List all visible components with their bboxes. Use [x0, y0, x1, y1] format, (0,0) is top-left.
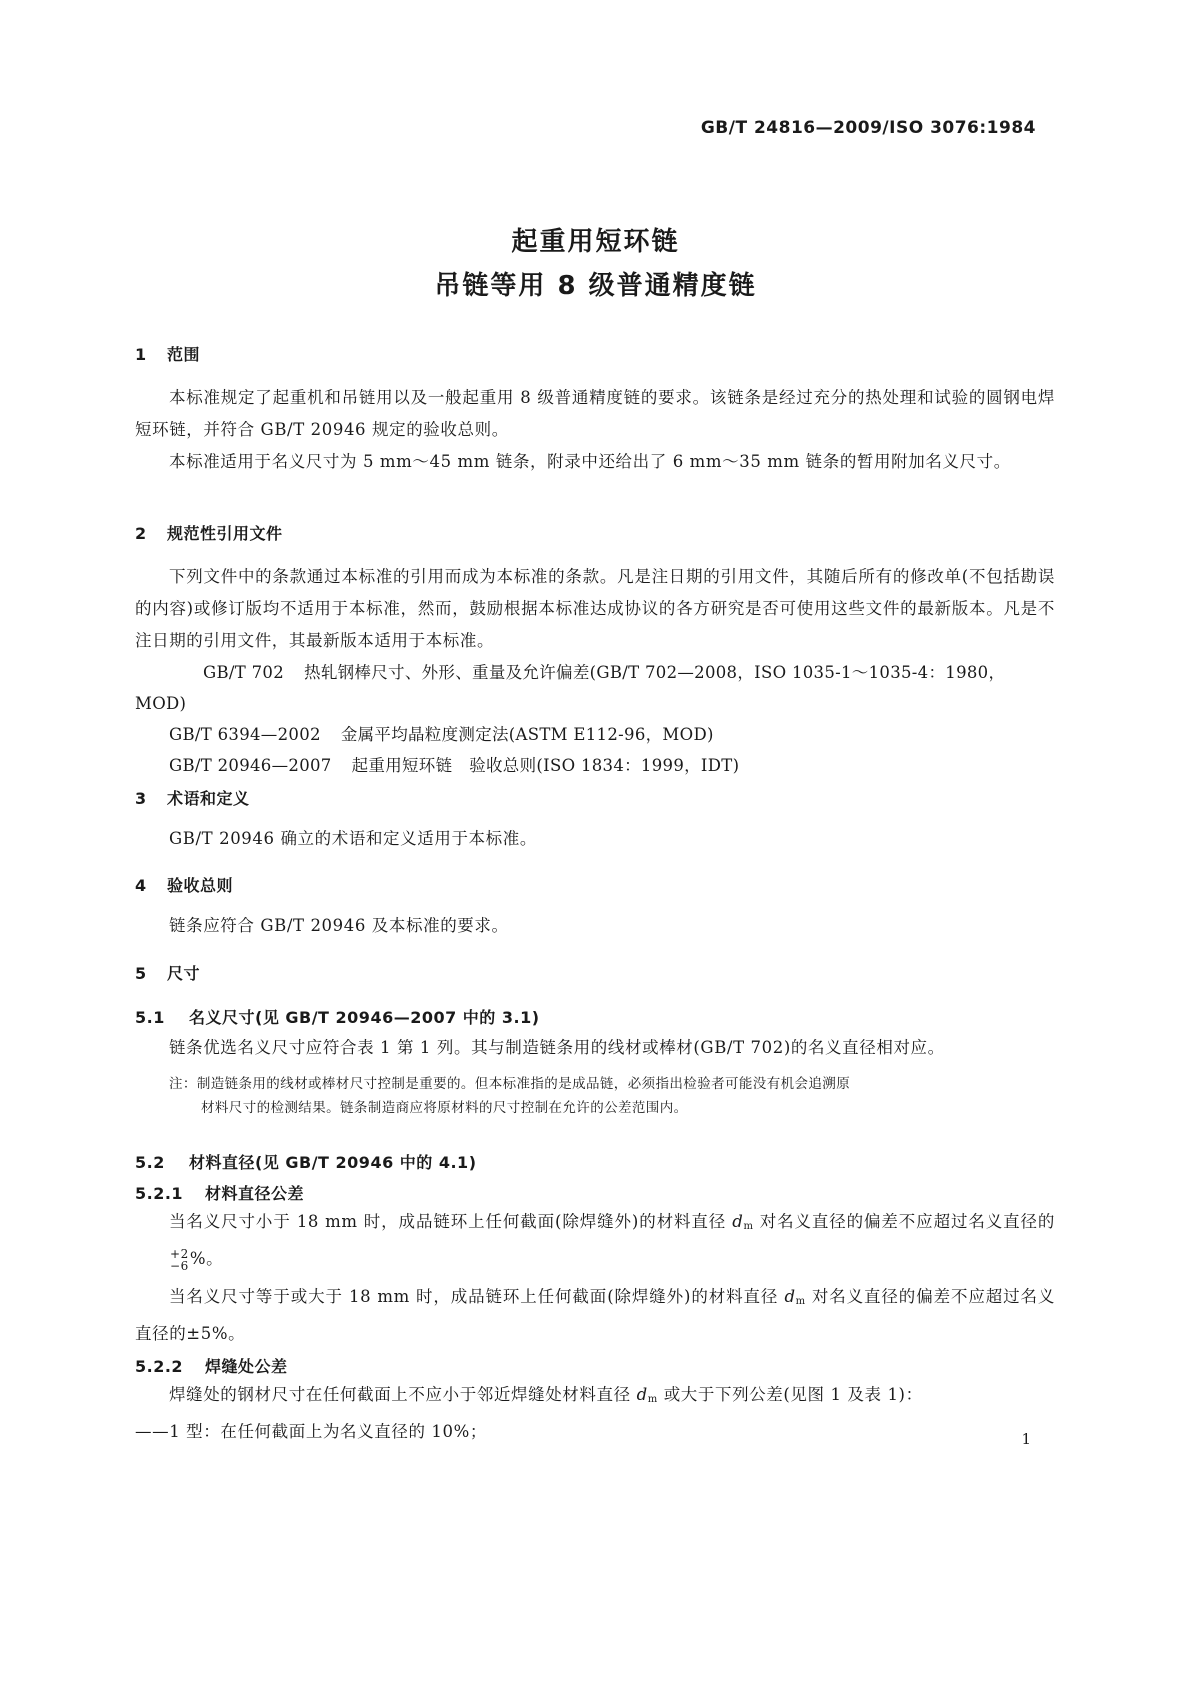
reference-title: 热轧钢棒尺寸、外形、重量及允许偏差(GB/T 702—2008，ISO 1035-1～1035-4：1980，MOD)	[135, 663, 1006, 713]
section-3	[135, 786, 1055, 809]
variable-subscript: m	[647, 1394, 658, 1405]
section-title: 范围	[167, 345, 201, 364]
note-label: 注：	[169, 1076, 197, 1092]
section-2-heading	[135, 521, 1055, 544]
section-number: 5.2.1	[135, 1184, 184, 1203]
section-3-heading	[135, 786, 1055, 809]
section-number: 5.1	[135, 1008, 165, 1027]
section-4-heading	[135, 873, 1055, 896]
section-5-2-1-heading	[135, 1181, 1055, 1204]
section-title: 规范性引用文件	[167, 524, 283, 543]
variable-d: d	[784, 1287, 796, 1306]
reference-item	[135, 750, 1055, 781]
section-1-body	[135, 382, 1055, 478]
text-run: 或大于下列公差(见图 1 及表 1)：	[663, 1385, 923, 1404]
section-5-2-heading	[135, 1150, 1055, 1173]
reference-code: GB/T 20946—2007	[169, 756, 332, 775]
section-title: 材料直径(见 GB/T 20946 中的 4.1)	[189, 1153, 477, 1172]
variable-subscript: m	[743, 1221, 754, 1232]
text-run: 对名义直径的偏差不应超过名义直径的	[759, 1212, 1055, 1231]
section-number: 4	[135, 876, 147, 895]
reference-code: GB/T 6394—2002	[169, 725, 321, 744]
section-number: 5.2	[135, 1153, 165, 1172]
note-text: 制造链条用的线材或棒材尺寸控制是重要的。但本标准指的是成品链，必须指出检验者可能没有机会追溯原	[196, 1076, 851, 1092]
standard-number: GB/T 24816—2009/ISO 3076:1984	[700, 118, 1036, 138]
note-text: 材料尺寸的检测结果。链条制造商应将原材料的尺寸控制在允许的公差范围内。	[201, 1100, 688, 1116]
section-title: 验收总则	[167, 876, 234, 895]
paragraph	[135, 1379, 1055, 1416]
variable-subscript: m	[795, 1296, 806, 1307]
text-run: 当名义尺寸等于或大于 18 mm 时，成品链环上任何截面(除焊缝外)的材料直径	[169, 1287, 779, 1306]
text-run: %。	[189, 1249, 224, 1268]
paragraph: 链条优选名义尺寸应符合表 1 第 1 列。其与制造链条用的线材或棒材(GB/T 702)的名义直径相对应。	[169, 1038, 945, 1057]
section-title: 尺寸	[167, 964, 201, 983]
note	[135, 1072, 1055, 1120]
section-title: 焊缝处公差	[205, 1357, 288, 1376]
section-5	[135, 961, 1055, 984]
variable-d: d	[732, 1212, 744, 1231]
section-1	[135, 342, 1055, 365]
section-5-heading	[135, 961, 1055, 984]
reference-code: GB/T 702	[203, 663, 285, 682]
paragraph: 链条应符合 GB/T 20946 及本标准的要求。	[169, 916, 509, 935]
section-title: 材料直径公差	[205, 1184, 305, 1203]
section-5-1	[135, 1005, 1055, 1120]
section-title: 术语和定义	[167, 789, 250, 808]
paragraph	[135, 1281, 1055, 1350]
variable-d: d	[636, 1385, 648, 1404]
reference-item	[135, 719, 1055, 750]
section-number: 3	[135, 789, 147, 808]
tolerance-fraction	[136, 1248, 189, 1272]
section-3-body	[135, 823, 1055, 855]
section-2	[135, 521, 1055, 544]
reference-title: 起重用短环链 验收总则(ISO 1834：1999，IDT)	[351, 756, 740, 775]
text-run: 当名义尺寸小于 18 mm 时，成品链环上任何截面(除焊缝外)的材料直径	[169, 1212, 727, 1231]
text-run: 焊缝处的钢材尺寸在任何截面上不应小于邻近焊缝处材料直径	[169, 1385, 631, 1404]
paragraph: 本标准规定了起重机和吊链用以及一般起重用 8 级普通精度链的要求。该链条是经过充分的热处理和试验的圆钢电焊短环链，并符合 GB/T 20946 规定的验收总则。	[135, 388, 1055, 439]
section-number: 5.2.2	[135, 1357, 184, 1376]
section-title: 名义尺寸(见 GB/T 20946—2007 中的 3.1)	[189, 1008, 540, 1027]
list-item: ——1 型：在任何截面上为名义直径的 10%；	[135, 1422, 487, 1441]
tolerance-upper: +2	[170, 1246, 189, 1261]
page-number: 1	[1021, 1430, 1031, 1448]
paragraph: GB/T 20946 确立的术语和定义适用于本标准。	[169, 829, 537, 848]
section-4-body	[135, 910, 1055, 942]
paragraph: 下列文件中的条款通过本标准的引用而成为本标准的条款。凡是注日期的引用文件，其随后所有的修改单(不包括勘误的内容)或修订版均不适用于本标准，然而，鼓励根据本标准达成协议的各方研究是否可使用这些文件的最新版本。凡是不注日期的引用文件，其最新版本适用于本标准。	[135, 567, 1055, 650]
section-number: 5	[135, 964, 147, 983]
section-5-2-2-heading	[135, 1354, 1055, 1377]
reference-title: 金属平均晶粒度测定法(ASTM E112-96，MOD)	[340, 725, 714, 744]
title-line-1: 起重用短环链	[511, 227, 680, 257]
reference-item	[135, 657, 1055, 719]
document-title	[0, 220, 1191, 308]
tolerance-lower: −6	[170, 1258, 189, 1273]
section-5-2	[135, 1150, 1055, 1448]
section-5-1-heading	[135, 1005, 1055, 1028]
section-1-heading	[135, 342, 1055, 365]
paragraph: 本标准适用于名义尺寸为 5 mm～45 mm 链条，附录中还给出了 6 mm～35 mm 链条的暂用附加名义尺寸。	[169, 452, 1011, 471]
section-2-body	[135, 561, 1055, 781]
section-number: 2	[135, 524, 147, 543]
section-number: 1	[135, 345, 147, 364]
paragraph	[135, 1206, 1055, 1275]
section-4	[135, 873, 1055, 896]
title-line-2: 吊链等用 8 级普通精度链	[434, 271, 757, 301]
text-run: 对名义直径的偏差不应超过名义直径的±5%。	[135, 1287, 1055, 1343]
